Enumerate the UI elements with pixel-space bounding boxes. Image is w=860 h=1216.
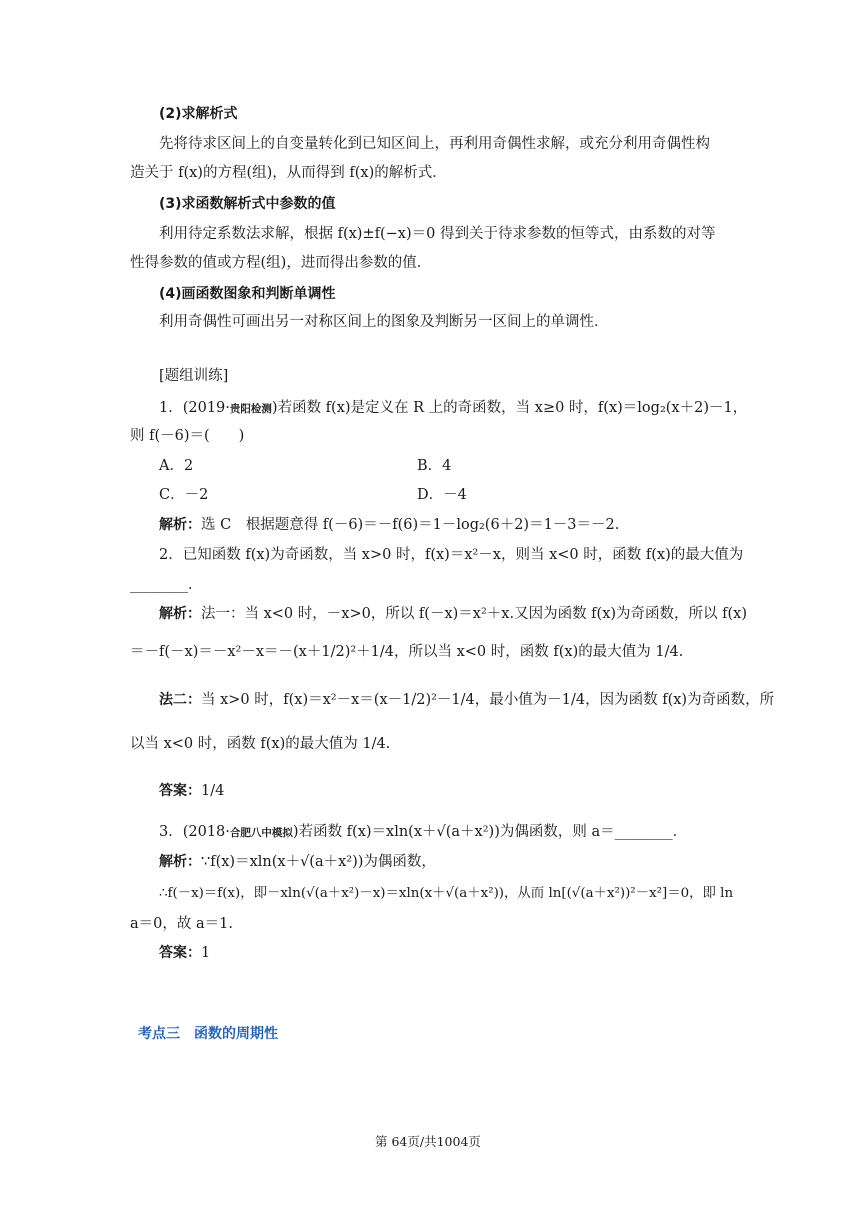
question-2-solution-2: ＝－f(－x)＝－x²－x＝－(x＋1/2)²＋1/4，所以当 x<0 时，函数 f(x)的最大值为 1/4. — [130, 644, 684, 660]
question-1-text: )若函数 f(x)是定义在 R 上的奇函数，当 x≥0 时，f(x)＝log₂(x＋2)－1， — [271, 400, 748, 416]
page-footer: 第 64页/共1004页 — [375, 1134, 481, 1149]
solution-text: 当 x>0 时，f(x)＝x²－x＝(x－1/2)²－1/4，最小值为－1/4，因为函数 f(x)为奇函数，所 — [201, 692, 775, 708]
paragraph-2a: 先将待求区间上的自变量转化到已知区间上，再利用奇偶性求解，或充分利用奇偶性构 — [159, 136, 710, 152]
solution-text: ∵f(x)＝xln(x＋√(a＋x²))为偶函数， — [201, 854, 436, 870]
answer-label: 答案： — [159, 783, 201, 799]
question-3 — [159, 822, 687, 843]
solution-text: 选 C 根据题意得 f(－6)＝－f(6)＝1－log₂(6＋2)＝1－3＝－2. — [201, 517, 620, 533]
paragraph-2b: 造关于 f(x)的方程(组)，从而得到 f(x)的解析式． — [130, 165, 447, 181]
paragraph-4: 利用奇偶性可画出另一对称区间上的图象及判断另一区间上的单调性． — [159, 314, 609, 330]
paragraph-3b: 性得参数的值或方程(组)，进而得出参数的值． — [130, 255, 432, 271]
question-2-solution-1 — [159, 604, 747, 624]
question-1-source: 贵阳检测 — [229, 403, 272, 415]
heading-3: (3)求函数解析式中参数的值 — [159, 196, 336, 212]
answer-label: 答案： — [159, 945, 201, 961]
method-2-label: 法二： — [159, 692, 201, 708]
section-heading: 考点三 函数的周期性 — [138, 1026, 278, 1042]
question-2-solution-4: 以当 x<0 时，函数 f(x)的最大值为 1/4. — [130, 736, 391, 752]
question-1-prefix: 1．(2019· — [159, 400, 230, 416]
question-3-answer — [159, 943, 210, 963]
question-1-blank: 则 f(－6)＝( ) — [130, 428, 245, 444]
question-3-solution-2: ∴f(－x)＝f(x)，即－xln(√(a＋x²)－x)＝xln(x＋√(a＋x²))，从而 ln[(√(a＋x²))²－x²]＝0，即 ln — [159, 886, 734, 901]
paragraph-3a: 利用待定系数法求解，根据 f(x)±f(−x)＝0 得到关于待求参数的恒等式，由系数的对等 — [159, 226, 716, 242]
answer-value: 1/4 — [201, 783, 225, 799]
choice-c: C．－2 — [159, 487, 209, 503]
question-3-source: 合肥八中模拟 — [229, 827, 293, 839]
answer-value: 1 — [201, 945, 211, 961]
question-2-blank: ________． — [130, 577, 203, 593]
question-3-prefix: 3．(2018· — [159, 824, 230, 840]
question-3-solution-1 — [159, 852, 436, 872]
question-2-answer — [159, 781, 224, 801]
question-1 — [159, 398, 747, 419]
solution-text: 法一：当 x<0 时，－x>0，所以 f(－x)＝x²＋x.又因为函数 f(x)为奇函数，所以 f(x) — [201, 606, 747, 622]
group-training-label: [题组训练] — [159, 368, 229, 384]
solution-label: 解析： — [159, 854, 201, 870]
heading-4: (4)画函数图象和判断单调性 — [159, 286, 336, 302]
choice-d: D．－4 — [417, 487, 467, 503]
question-1-solution — [159, 515, 619, 535]
question-2: 2．已知函数 f(x)为奇函数，当 x>0 时，f(x)＝x²－x，则当 x<0 时，函数 f(x)的最大值为 — [159, 547, 744, 563]
solution-label: 解析： — [159, 606, 201, 622]
choice-b: B．4 — [417, 458, 452, 474]
choice-a: A．2 — [159, 458, 194, 474]
question-2-solution-3 — [159, 690, 774, 710]
question-3-text: )若函数 f(x)＝xln(x＋√(a＋x²))为偶函数，则 a＝________． — [292, 824, 688, 840]
question-3-solution-3: a＝0，故 a＝1. — [130, 916, 233, 932]
heading-2: (2)求解析式 — [159, 106, 238, 122]
solution-label: 解析： — [159, 517, 201, 533]
